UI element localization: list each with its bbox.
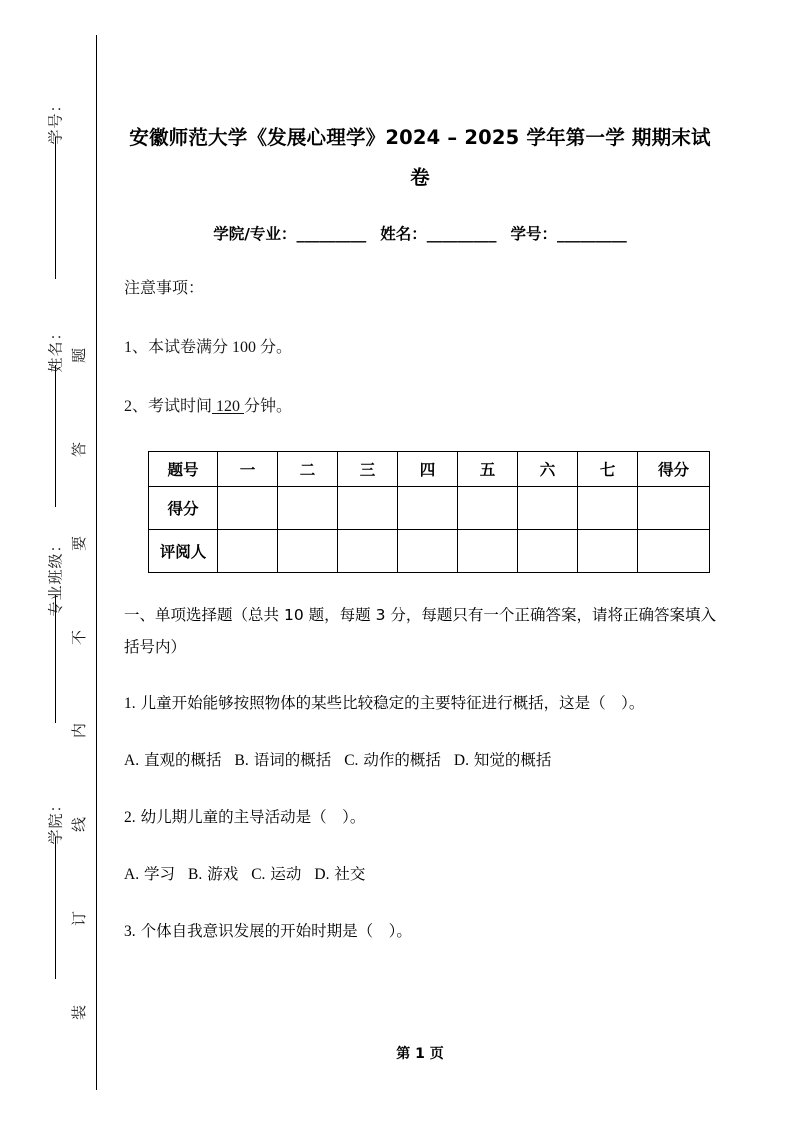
page-footer (124, 1043, 716, 1063)
table-cell[interactable] (638, 530, 710, 573)
option-letter: C. (251, 866, 266, 883)
section-heading-1: 一、单项选择题（总共 10 题，每题 3 分，每题只有一个正确答案，请将正确答案填入括号内） (124, 606, 716, 656)
table-header-cell: 六 (518, 452, 578, 487)
table-row-header (149, 452, 710, 487)
question-3 (124, 915, 716, 948)
notice-item-2-prefix: 2、考试时间 (124, 398, 213, 415)
student-id-label: 学号： (510, 225, 557, 243)
table-row-label: 评阅人 (149, 530, 218, 573)
seal-char: 题 (72, 347, 89, 364)
margin-field-college-label: 学院： (48, 796, 65, 845)
exam-duration-value: 120 (212, 398, 245, 415)
margin-field-student-id (34, 96, 76, 279)
table-header-cell: 得分 (638, 452, 710, 487)
notices-block (124, 274, 716, 422)
score-table (148, 451, 710, 573)
table-cell[interactable] (218, 487, 278, 530)
option-text[interactable]: 社交 (334, 865, 366, 883)
table-cell[interactable] (518, 487, 578, 530)
seal-char: 答 (72, 441, 89, 457)
name-blank[interactable]: _________ (426, 225, 497, 243)
table-cell[interactable] (638, 487, 710, 530)
option-text[interactable]: 学习 (144, 865, 176, 883)
table-row (149, 487, 710, 530)
question-1-text: 儿童开始能够按照物体的某些比较稳定的主要特征进行概括，这是（ ）。 (140, 694, 645, 712)
seal-char: 装 (72, 1004, 89, 1020)
table-row (149, 530, 710, 573)
option-text[interactable]: 运动 (270, 865, 302, 883)
table-cell[interactable] (458, 530, 518, 573)
option-text[interactable]: 动作的概括 (363, 751, 441, 769)
option-text[interactable]: 游戏 (207, 865, 239, 883)
table-header-cell: 二 (278, 452, 338, 487)
table-header-cell: 三 (338, 452, 398, 487)
table-cell[interactable] (398, 530, 458, 573)
college-major-label: 学院/专业： (213, 225, 297, 243)
exam-content (124, 0, 716, 1122)
notice-item-2-suffix: 分钟。 (244, 398, 293, 415)
binding-identity-fields (34, 96, 76, 1050)
table-cell[interactable] (518, 530, 578, 573)
page-number-label: 第 1 页 (396, 1046, 444, 1062)
seal-char: 内 (72, 723, 89, 739)
notices-heading: 注意事项： (124, 280, 205, 297)
table-cell[interactable] (338, 530, 398, 573)
option-letter: A. (124, 866, 140, 883)
margin-field-class-label: 专业班级： (48, 536, 65, 617)
question-1-number: 1. (124, 695, 136, 712)
option-letter: C. (344, 752, 359, 769)
name-label: 姓名： (380, 225, 427, 243)
student-id-blank[interactable]: _________ (556, 225, 627, 243)
table-header-cell: 一 (218, 452, 278, 487)
page-title (124, 0, 716, 198)
notice-item-2 (124, 392, 716, 422)
table-header-cell: 题号 (149, 452, 218, 487)
table-cell[interactable] (218, 530, 278, 573)
margin-field-college (34, 796, 76, 979)
option-letter: B. (188, 866, 203, 883)
margin-field-student-id-blank[interactable] (55, 137, 56, 279)
margin-field-name-blank[interactable] (55, 365, 56, 507)
margin-field-name-label: 姓名： (48, 324, 65, 373)
table-cell[interactable] (578, 530, 638, 573)
table-cell[interactable] (278, 487, 338, 530)
question-3-text: 个体自我意识发展的开始时期是（ ）。 (140, 922, 412, 940)
option-letter: D. (314, 866, 330, 883)
table-cell[interactable] (458, 487, 518, 530)
margin-field-student-id-label: 学号： (48, 96, 65, 145)
question-1-options (124, 744, 716, 777)
table-cell[interactable] (278, 530, 338, 573)
table-cell[interactable] (338, 487, 398, 530)
seal-char: 要 (72, 535, 89, 551)
student-identity-line (124, 222, 716, 244)
question-1 (124, 687, 716, 720)
table-row-label: 得分 (149, 487, 218, 530)
table-header-cell: 五 (458, 452, 518, 487)
option-letter: A. (124, 752, 140, 769)
margin-field-college-blank[interactable] (55, 837, 56, 979)
binding-vertical-rule (96, 35, 97, 1090)
seal-char: 线 (72, 817, 89, 833)
margin-field-name (34, 324, 76, 507)
page-title-line-1: 安徽师范大学《发展心理学》2024 – 2025 学年第一学 (129, 126, 625, 149)
page-title-line-2: 期期末试卷 (410, 126, 711, 189)
question-2 (124, 801, 716, 834)
question-2-text: 幼儿期儿童的主导活动是（ ）。 (140, 808, 366, 826)
table-header-cell: 七 (578, 452, 638, 487)
option-text[interactable]: 直观的概括 (144, 751, 222, 769)
question-3-number: 3. (124, 923, 136, 940)
table-cell[interactable] (398, 487, 458, 530)
seal-char: 订 (72, 911, 89, 927)
question-2-options (124, 858, 716, 891)
college-major-blank[interactable]: _________ (296, 225, 367, 243)
margin-field-class (34, 536, 76, 723)
option-text[interactable]: 语词的概括 (253, 751, 332, 769)
notice-item-1: 1、本试卷满分 100 分。 (124, 339, 293, 356)
option-letter: B. (234, 752, 249, 769)
option-letter: D. (453, 752, 469, 769)
seal-char: 不 (72, 629, 89, 645)
option-text[interactable]: 知觉的概括 (473, 751, 552, 769)
table-header-cell: 四 (398, 452, 458, 487)
question-2-number: 2. (124, 809, 136, 826)
table-cell[interactable] (578, 487, 638, 530)
